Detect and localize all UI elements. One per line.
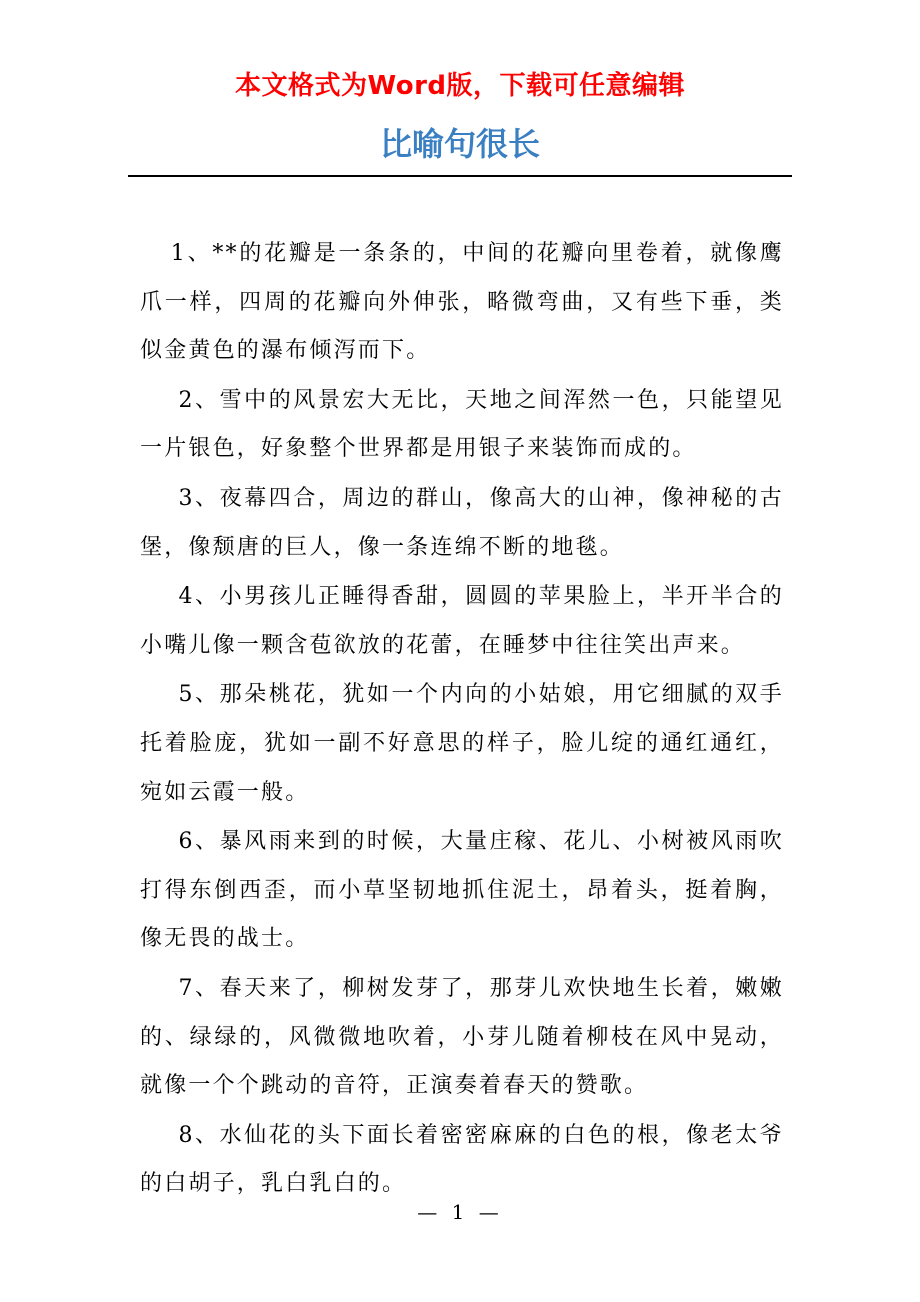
- paragraph-6: 6、暴风雨来到的时候，大量庄稼、花儿、小树被风雨吹打得东倒西歪，而小草坚韧地抓住泥土，昂着头，挺着胸，像无畏的战士。: [140, 829, 784, 952]
- paragraph-8: 8、水仙花的头下面长着密密麻麻的白色的根，像老太爷的白胡子，乳白乳白的。: [140, 1122, 784, 1197]
- format-notice-banner: 本文格式为Word版，下载可任意编辑: [234, 71, 686, 101]
- paragraph-7: 7、春天来了，柳树发芽了，那芽儿欢快地生长着，嫩嫩的、绿绿的，风微微地吹着，小芽儿随着柳枝在风中晃动，就像一个个跳动的音符，正演奏着春天的赞歌。: [140, 975, 784, 1099]
- title-divider: [128, 175, 792, 177]
- page-number: — 1 —: [417, 1200, 503, 1224]
- document-title: 比喻句很长: [379, 125, 540, 163]
- paragraph-3: 3、夜幕四合，周边的群山，像高大的山神，像神秘的古堡，像颓唐的巨人，像一条连绵不断的地毯。: [140, 485, 784, 560]
- paragraph-5: 5、那朵桃花，犹如一个内向的小姑娘，用它细腻的双手托着脸庞，犹如一副不好意思的样子，脸儿绽的通红通红，宛如云霞一般。: [140, 682, 784, 805]
- paragraph-2: 2、雪中的风景宏大无比，天地之间浑然一色，只能望见一片银色，好象整个世界都是用银子来装饰而成的。: [140, 387, 784, 462]
- document-body: [140, 230, 784, 1210]
- paragraph-4: 4、小男孩儿正睡得香甜，圆圆的苹果脸上，半开半合的小嘴儿像一颗含苞欲放的花蕾，在睡梦中往往笑出声来。: [140, 584, 784, 658]
- paragraph-1: 1、**的花瓣是一条条的，中间的花瓣向里卷着，就像鹰爪一样，四周的花瓣向外伸张，略微弯曲，又有些下垂，类似金黄色的瀑布倾泻而下。: [140, 241, 784, 364]
